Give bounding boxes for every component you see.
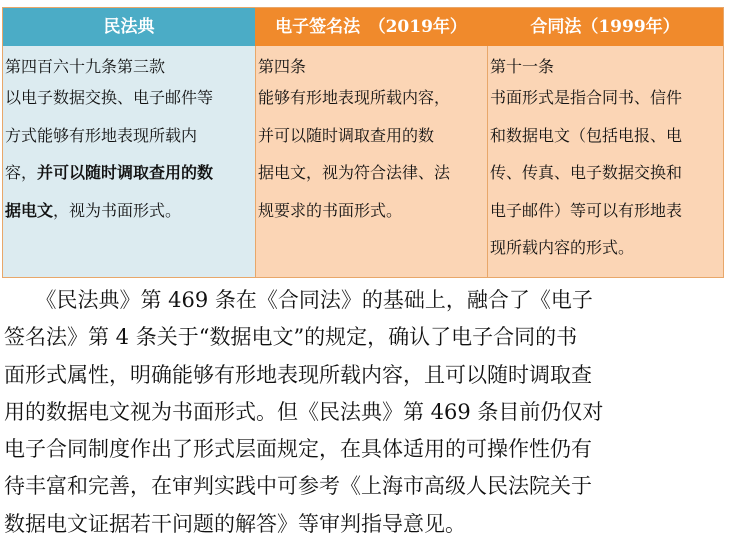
- article-number: 第四条: [258, 57, 307, 76]
- text-segment: 传、传真、电子数据交换和: [490, 163, 683, 182]
- header-e-signature-law: [255, 8, 487, 46]
- article-text-line: [258, 79, 485, 117]
- paragraph-line: 电子合同制度作出了形式层面规定，在具体适用的可操作性仍有: [4, 437, 592, 462]
- text-segment: 现所载内容的形式。: [490, 238, 635, 257]
- text-segment: ，视为书面形式。: [53, 200, 182, 220]
- article-number: 第十一条: [490, 57, 555, 76]
- article-text-line: [5, 192, 253, 230]
- article-text-line: [258, 117, 485, 155]
- cell-contract-law: [487, 46, 723, 277]
- article-text-line: [490, 154, 721, 192]
- article-text-line: [490, 79, 721, 117]
- paragraph-line: 数据电文证据若干问题的解答》等审判指导意见。: [4, 511, 466, 536]
- text-segment: 电子邮件）等可以有形地表: [490, 200, 683, 220]
- text-segment: 方式能够有形地表现所载内: [5, 125, 198, 145]
- text-segment: 书面形式是指合同书、信件: [490, 88, 683, 107]
- article-text-line: [490, 229, 721, 267]
- text-segment: 容，: [5, 163, 38, 182]
- paragraph-line: 《民法典》第 469 条在《合同法》的基础上，融合了《电子: [4, 288, 593, 312]
- emphasized-text: 据电文: [5, 200, 54, 220]
- paragraph-line: 签名法》第 4 条关于“数据电文”的规定，确认了电子合同的书: [4, 325, 578, 350]
- paragraph-line: 待丰富和完善，在审判实践中可参考《上海市高级人民法院关于: [4, 474, 592, 499]
- header-contract-law-label: 合同法（1999年）: [530, 17, 680, 37]
- paragraph-line: 面形式属性，明确能够有形地表现所载内容，且可以随时调取查: [4, 362, 592, 387]
- text-segment: 和数据电文（包括电报、电: [490, 125, 683, 145]
- text-segment: 并可以随时调取查用的数: [258, 125, 435, 145]
- emphasized-text: 并可以随时调取查用的数: [37, 163, 214, 182]
- article-text-line: [490, 117, 721, 155]
- article-text-line: [5, 117, 253, 155]
- article-text-line: [490, 192, 721, 230]
- article-text-line: [258, 192, 485, 230]
- comparison-table: [2, 7, 724, 278]
- article-number: 第四百六十九条第三款: [5, 57, 166, 76]
- header-civil-code: [3, 8, 255, 46]
- paragraph-line: 用的数据电文视为书面形式。但《民法典》第 469 条目前仍仅对: [4, 399, 604, 424]
- text-segment: 据电文，视为符合法律、法: [258, 163, 451, 182]
- header-contract-law: [487, 8, 723, 46]
- cell-e-signature-law: [255, 46, 487, 277]
- text-segment: 规要求的书面形式。: [258, 200, 403, 220]
- article-text-line: [5, 79, 253, 117]
- article-text-line: [5, 154, 253, 192]
- article-text-line: [258, 154, 485, 192]
- header-e-signature-law-label: 电子签名法 （2019年）: [275, 17, 467, 37]
- header-civil-code-label: 民法典: [103, 17, 155, 37]
- analysis-paragraph: [4, 282, 726, 543]
- text-segment: 能够有形地表现所载内容，: [258, 88, 451, 107]
- text-segment: 以电子数据交换、电子邮件等: [5, 88, 214, 107]
- cell-civil-code: [3, 46, 255, 277]
